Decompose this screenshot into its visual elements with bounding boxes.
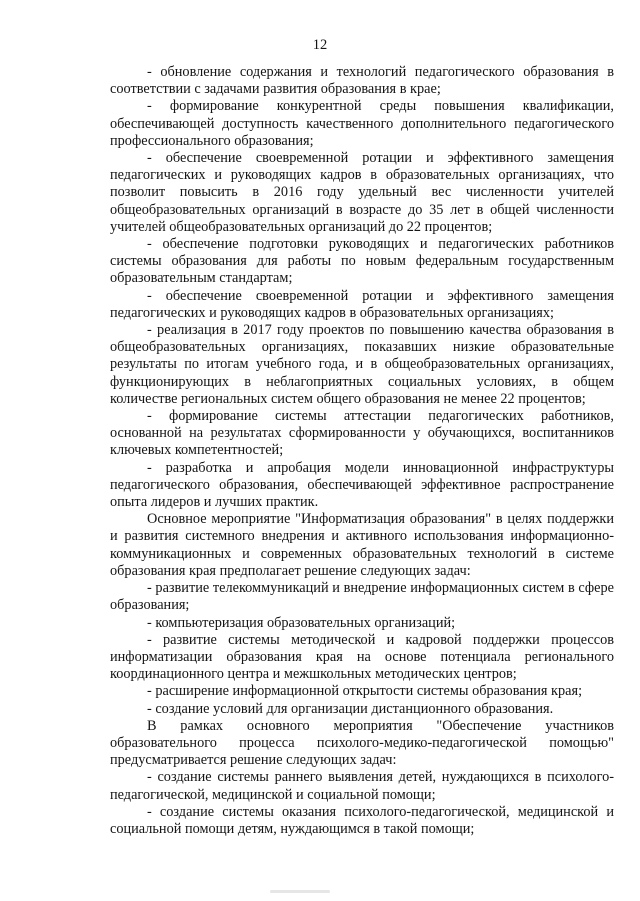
page-number: 12 bbox=[312, 37, 328, 53]
paragraph: - разработка и апробация модели инновационной инфраструктуры педагогического образования, обеспечивающей эффективное распространение опыта лидеров и лучших практик. bbox=[110, 459, 614, 511]
paragraph: - создание системы оказания психолого-педагогической, медицинской и социальной помощи детям, нуждающимся в такой помощи; bbox=[110, 803, 614, 837]
paragraph: - развитие системы методической и кадровой поддержки процессов информатизации образования края на основе потенциала регионального координационного центра и межшкольных методических центров; bbox=[110, 631, 614, 683]
paragraph: - обеспечение подготовки руководящих и педагогических работников системы образования для работы по новым федеральным государственным образовательным стандартам; bbox=[110, 236, 614, 287]
paragraph: - реализация в 2017 году проектов по повышению качества образования в общеобразовательных организациях, показавших низкие образовательные результаты по итогам учебного года, и в общеобразовательных организациях, функционирующих в неблагоприятных социальных условиях, в общем количестве региональных систем общего образования не менее 22 процентов; bbox=[110, 322, 614, 407]
paragraph: - обеспечение своевременной ротации и эффективного замещения педагогических и руководящих кадров в образовательных организациях; bbox=[110, 287, 614, 321]
scan-artifact bbox=[270, 890, 330, 893]
paragraph: - обеспечение своевременной ротации и эффективного замещения педагогических и руководящих кадров в образовательных организациях, что позволит повысить в 2016 году удельный вес численности учителей общеобразовательных организаций в возрасте до 35 лет в общей численности учителей общеобразовательных организаций до 22 процентов; bbox=[110, 150, 614, 235]
paragraph: - расширение информационной открытости системы образования края; bbox=[147, 683, 583, 700]
paragraph: - развитие телекоммуникаций и внедрение информационных систем в сфере образования; bbox=[110, 580, 614, 614]
paragraph: - компьютеризация образовательных организаций; bbox=[147, 614, 456, 631]
paragraph: - создание условий для организации дистанционного образования. bbox=[147, 700, 554, 717]
paragraph: - формирование системы аттестации педагогических работников, основанной на результатах сформированности у обучающихся, воспитанников ключевых компетентностей; bbox=[110, 408, 614, 459]
paragraph: - создание системы раннего выявления детей, нуждающихся в психолого-педагогической, медицинской и социальной помощи; bbox=[110, 769, 614, 803]
document-body bbox=[110, 64, 614, 838]
paragraph: - обновление содержания и технологий педагогического образования в соответствии с задачами развития образования в крае; bbox=[110, 64, 614, 98]
paragraph: Основное мероприятие "Информатизация образования" в целях поддержки и развития системного внедрения и активного использования информационно-коммуникационных и современных образовательных технологий в системе образования края предполагает решение следующих задач: bbox=[110, 511, 614, 579]
paragraph: - формирование конкурентной среды повышения квалификации, обеспечивающей доступность качественного дополнительного педагогического профессионального образования; bbox=[110, 98, 614, 149]
paragraph: В рамках основного мероприятия "Обеспечение участников образовательного процесса психолого-медико-педагогической помощью" предусматривается решение следующих задач: bbox=[110, 717, 614, 769]
